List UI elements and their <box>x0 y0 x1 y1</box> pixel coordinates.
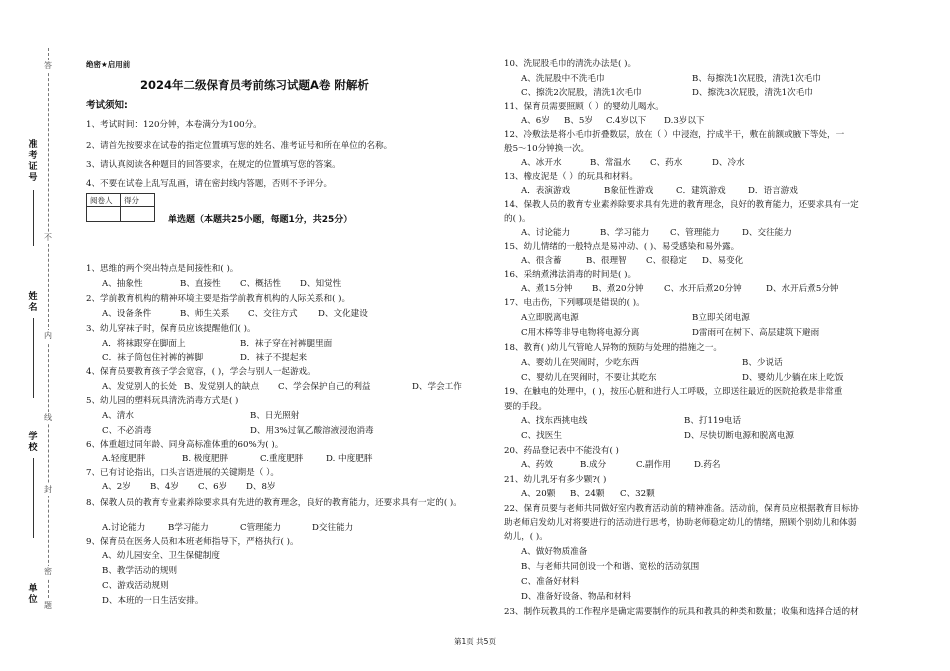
notice-line: 3、请认真阅读各种题目的回答要求，在规定的位置填写您的答案。 <box>86 160 341 170</box>
question-2: 2、学前教育机构的精神环境主要是指学前教育机构的人际关系和( )。 <box>86 294 351 304</box>
question-22: 22、保育员要与老师共同做好室内教育活动前的精神准备。活动前，保育员应根据教育目标协 <box>504 504 859 514</box>
option: A、很含蓄 <box>521 256 562 266</box>
notice-line: 2、请首先按要求在试卷的指定位置填写您的姓名、准考证号和所在单位的名称。 <box>86 141 393 151</box>
question-10: 10、洗屁股毛巾的清洗办法是( )。 <box>504 59 637 69</box>
question-21: 21、幼儿乳牙有多少颗?( ) <box>504 475 607 485</box>
question-5: 5、幼儿园的塑料玩具清洗消毒方式是( ) <box>86 396 239 406</box>
binding-strip <box>0 0 78 671</box>
option: A、抽象性 <box>102 279 143 289</box>
option: C、擦洗2次屁股，清洗1次毛巾 <box>521 88 642 98</box>
option: B、少说话 <box>742 358 783 368</box>
option: B、每擦洗1次屁股，清洗1次毛巾 <box>692 74 821 84</box>
option: B、学习能力 <box>600 228 650 238</box>
option: D、尽快切断电源和脱离电源 <box>684 431 795 441</box>
option: D、本班的一日生活安排。 <box>102 596 204 606</box>
score-table <box>86 193 155 222</box>
option: D.3岁以下 <box>664 116 705 126</box>
option: B象征性游戏 <box>604 186 654 196</box>
option: B、很理智 <box>586 256 627 266</box>
option: D、水开后煮5分钟 <box>766 284 839 294</box>
option: D．语言游戏 <box>748 186 798 196</box>
option: D、知觉性 <box>300 279 342 289</box>
notice-line: 4、不要在试卷上乱写乱画，请在密封线内答题，否则不予评分。 <box>86 179 333 189</box>
option: B、煮20分钟 <box>592 284 644 294</box>
option: D、冷水 <box>712 158 745 168</box>
section-title: 单选题（本题共25小题，每题1分，共25分） <box>168 215 353 225</box>
question-11: 11、保育员需要照顾（ ）的婴幼儿喝水。 <box>504 102 664 112</box>
option: C、找医生 <box>521 431 562 441</box>
question-22-cont: 助老师启发幼儿对将要进行的活动进行思考，协助老师稳定幼儿的情绪，照顾个别幼儿和体弱 <box>504 518 857 528</box>
option: C、概括性 <box>240 279 281 289</box>
option: C、游戏活动规则 <box>102 581 169 591</box>
option: D、易变化 <box>702 256 744 266</box>
question-4: 4、保育员要教育孩子学会宽容，( )，学会与别人一起游戏。 <box>86 367 316 377</box>
option: A、煮15分钟 <box>521 284 573 294</box>
binding-label-school: 学校 <box>28 432 38 453</box>
option: A、2岁 <box>102 482 131 492</box>
seal-char: 不 <box>44 233 52 242</box>
option: B.成分 <box>580 460 607 470</box>
option: D、擦洗3次屁股，清洗1次毛巾 <box>692 88 813 98</box>
page-title: 2024年二级保育员考前练习试题A卷 附解析 <box>140 78 369 92</box>
option: A、婴幼儿在哭闹时，少吃东西 <box>521 358 639 368</box>
question-20: 20、药品登记表中不能没有( ) <box>504 446 619 456</box>
option: A、药效 <box>521 460 553 470</box>
option: B．袜子穿在衬裤腿里面 <box>240 339 333 349</box>
question-12-cont: 般5～10分钟换一次。 <box>504 144 590 154</box>
option: A、找东西挑电线 <box>521 416 588 426</box>
question-15: 15、幼儿情绪的一般特点是易冲动、( )、易受感染和易外露。 <box>504 242 740 252</box>
option: C、很稳定 <box>646 256 687 266</box>
option: B、5岁 <box>564 116 593 126</box>
option: A.轻度肥胖 <box>102 454 146 464</box>
option: D、交往能力 <box>742 228 792 238</box>
option: C、不必消毒 <box>102 426 152 436</box>
seal-dashed-line <box>48 48 49 608</box>
option: B、24颗 <box>570 489 605 499</box>
option: C．袜子筒包住衬裤的裤脚 <box>102 353 204 363</box>
seal-char: 线 <box>44 413 52 422</box>
question-22-cont: 幼儿，( )。 <box>504 532 548 542</box>
option: B、师生关系 <box>180 309 230 319</box>
option: B、与老师共同创设一个和谐、宽松的活动氛围 <box>521 562 700 572</box>
option: D、用3%过氧乙酸溶液浸泡消毒 <box>250 426 374 436</box>
option: C.4岁以下 <box>606 116 647 126</box>
option: A、讨论能力 <box>521 228 571 238</box>
score-table-header: 阅卷人 <box>87 194 121 207</box>
option: A、清水 <box>102 411 134 421</box>
seal-char: 封 <box>44 485 52 494</box>
option: A立即脱离电源 <box>521 313 579 323</box>
question-23: 23、制作玩教具的工作程序是确定需要制作的玩具和教具的种类和数量；收集和选择合适的材 <box>504 607 859 617</box>
question-13: 13、橡皮泥是（ ）的玩具和材料。 <box>504 172 638 182</box>
option: D、学会工作 <box>412 382 462 392</box>
option: C、药水 <box>650 158 683 168</box>
option: A、洗屁股中不洗毛巾 <box>521 74 605 84</box>
score-table-header: 得分 <box>121 194 155 207</box>
option: B、直接性 <box>180 279 221 289</box>
option: C.重度肥胖 <box>260 454 304 464</box>
binding-label-name: 姓名 <box>28 292 38 313</box>
option: D雷雨可在树下、高层建筑下避雨 <box>692 328 820 338</box>
option: B学习能力 <box>168 523 209 533</box>
option: C管理能力 <box>240 523 281 533</box>
question-19-cont: 要的手段。 <box>504 402 547 412</box>
question-12: 12、冷敷法是将小毛巾折叠数层，放在（ ）中浸泡，拧成半干，敷在前额或腋下等处，一 <box>504 130 845 140</box>
seal-char: 内 <box>44 331 52 340</box>
option: D.药名 <box>694 460 721 470</box>
option: B、打119电话 <box>684 416 742 426</box>
option: C.副作用 <box>636 460 671 470</box>
seal-char: 题 <box>44 601 52 610</box>
binding-underline <box>33 458 34 538</box>
option: D、文化建设 <box>318 309 368 319</box>
secret-mark: 绝密★启用前 <box>86 60 131 69</box>
question-6: 6、体重超过同年龄、同身高标准体重的60%为( )。 <box>86 440 284 450</box>
option: B. 极度肥胖 <box>182 454 229 464</box>
option: C、32颗 <box>620 489 655 499</box>
option: A、发觉别人的长处 <box>102 382 177 392</box>
option: B立即关闭电源 <box>692 313 750 323</box>
binding-underline <box>33 190 34 246</box>
option: B、教学活动的规则 <box>102 566 178 576</box>
option: A、20颗 <box>521 489 556 499</box>
binding-underline <box>33 318 34 398</box>
seal-char: 答 <box>44 61 52 70</box>
option: C、管理能力 <box>670 228 720 238</box>
option: D、婴幼儿少躺在床上吃饭 <box>742 373 844 383</box>
page-footer: 第1页 共5页 <box>454 637 496 646</box>
question-14: 14、保教人员的教育专业素养除要求具有先进的教育理念，良好的教育能力，还要求具有一定 <box>504 200 859 210</box>
question-1: 1、思维的两个突出特点是间接性和( )。 <box>86 264 239 274</box>
question-16: 16、采纳煮沸法消毒的时间是( )。 <box>504 270 637 280</box>
option: A．将袜跟穿在脚面上 <box>102 339 186 349</box>
option: C用木棒等非导电物将电源分离 <box>521 328 640 338</box>
score-cell <box>87 207 121 222</box>
question-18: 18、教育( )幼儿气管呛人异物的预防与处理的措施之一。 <box>504 343 723 353</box>
question-9: 9、保育员在医务人员和本班老师指导下，严格执行( )。 <box>86 537 299 547</box>
question-17: 17、电击伤，下列哪项是错误的( )。 <box>504 298 645 308</box>
option: C、婴幼儿在哭闹时，不要让其吃东 <box>521 373 657 383</box>
question-19: 19、在触电的处理中，( )，按压心脏和进行人工呼吸，立即送往最近的医院抢救是非常重 <box>504 387 843 397</box>
question-3: 3、幼儿穿袜子时，保育员应该提醒他们( )。 <box>86 324 256 334</box>
option: A、冰开水 <box>521 158 562 168</box>
notice-line: 1、考试时间：120分钟，本卷满分为100分。 <box>86 120 262 130</box>
option: C、准备好材料 <box>521 577 580 587</box>
notice-title: 考试须知: <box>86 100 128 111</box>
option: B、日光照射 <box>250 411 300 421</box>
option: A、幼儿园安全、卫生保健制度 <box>102 551 220 561</box>
option: A、做好物质准备 <box>521 547 588 557</box>
binding-label-unit: 单位 <box>28 584 38 605</box>
question-14-cont: 的( )。 <box>504 214 531 224</box>
option: D．袜子不提起来 <box>240 353 308 363</box>
score-cell <box>121 207 155 222</box>
option: B、4岁 <box>150 482 179 492</box>
option: A.讨论能力 <box>102 523 146 533</box>
option: B、发觉别人的缺点 <box>184 382 260 392</box>
option: C．建筑游戏 <box>676 186 726 196</box>
option: A、设备条件 <box>102 309 152 319</box>
seal-char: 密 <box>44 567 52 576</box>
question-8: 8、保教人员的教育专业素养除要求具有先进的教育理念，良好的教育能力，还要求具有一定的( )。 <box>86 498 462 508</box>
option: A、6岁 <box>521 116 550 126</box>
option: D、准备好设备、物品和材料 <box>521 592 632 602</box>
option: B、常温水 <box>590 158 631 168</box>
option: C、交往方式 <box>248 309 298 319</box>
option: D交往能力 <box>312 523 354 533</box>
option: D. 中度肥胖 <box>326 454 373 464</box>
option: A．表演游戏 <box>521 186 571 196</box>
option: C、学会保护自己的利益 <box>278 382 371 392</box>
option: C、水开后煮20分钟 <box>664 284 742 294</box>
option: D、8岁 <box>246 482 276 492</box>
option: C、6岁 <box>198 482 228 492</box>
binding-label-exam-number: 准考证号 <box>28 140 38 183</box>
question-7: 7、已有讨论指出，口头言语进展的关键期是（ ）。 <box>86 468 279 478</box>
